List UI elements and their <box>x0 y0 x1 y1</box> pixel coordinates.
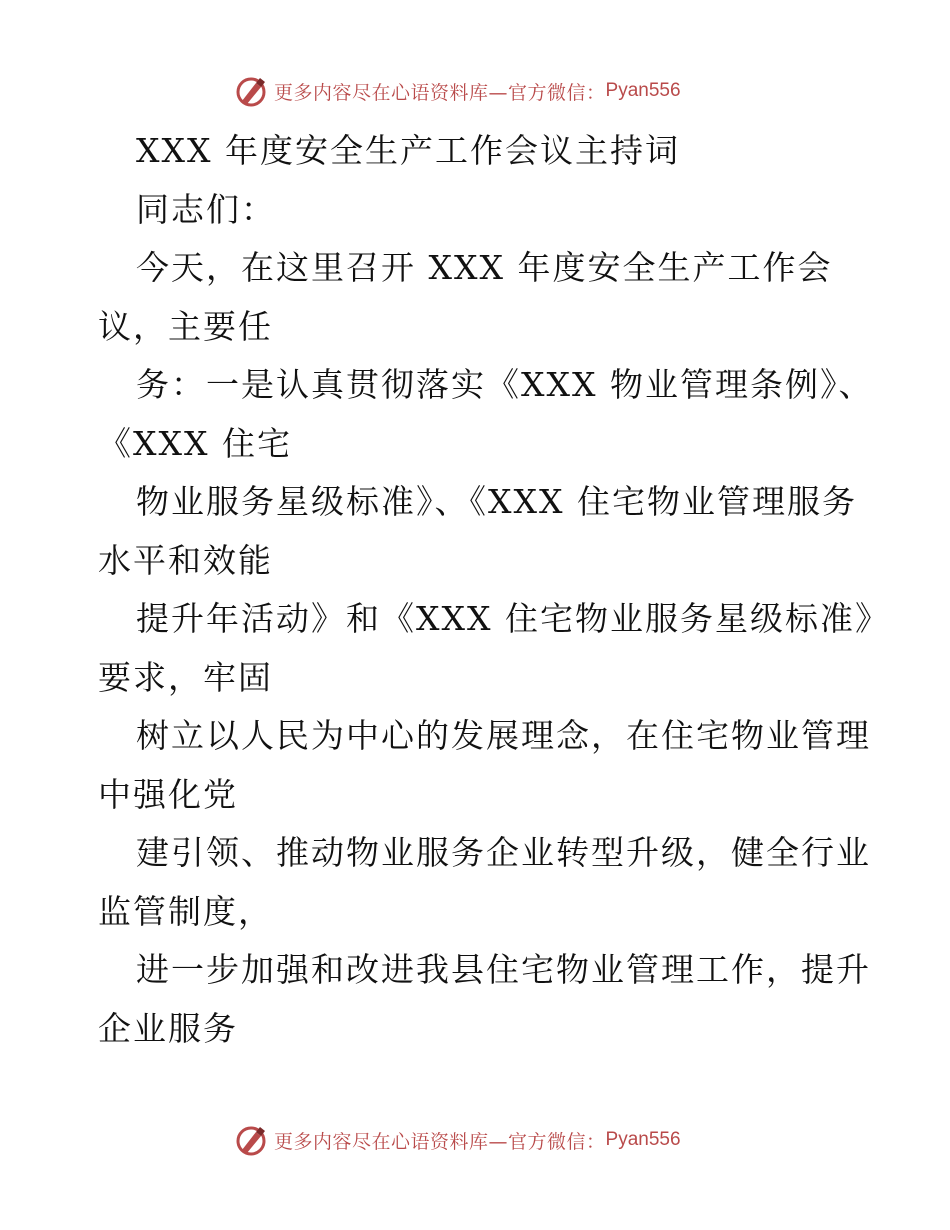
text-line: 提升年活动》和《XXX 住宅物业服务星级标准》 <box>136 599 890 638</box>
watermark-text: 更多内容尽在心语资料库—官方微信： <box>274 1130 606 1153</box>
pen-logo-icon <box>234 1123 268 1157</box>
text-line: 中强化党 <box>98 774 238 814</box>
text-line: 务：一是认真贯彻落实《XXX 物业管理条例》、 <box>136 365 874 404</box>
text-line: 进一步加强和改进我县住宅物业管理工作，提升 <box>136 950 871 989</box>
text-line: 监管制度， <box>98 891 273 931</box>
document-title: XXX 年度安全生产工作会议主持词 <box>136 131 680 170</box>
document-body <box>98 122 898 1058</box>
text-line: 建引领、推动物业服务企业转型升级，健全行业 <box>136 833 871 872</box>
text-line: 水平和效能 <box>98 540 273 580</box>
text-line: 物业服务星级标准》、《XXX 住宅物业管理服务 <box>136 482 857 521</box>
watermark-wechat-id: Pyan556 <box>605 80 681 101</box>
salutation: 同志们： <box>136 189 276 229</box>
header-watermark <box>234 71 734 111</box>
footer-watermark <box>234 1120 734 1160</box>
text-line: 今天，在这里召开 XXX 年度安全生产工作会 <box>136 248 833 287</box>
text-line: 要求，牢固 <box>98 657 273 697</box>
text-line: 树立以人民为中心的发展理念，在住宅物业管理 <box>136 716 871 755</box>
text-line: 《XXX 住宅 <box>98 423 292 463</box>
watermark-wechat-id: Pyan556 <box>605 1129 681 1150</box>
pen-logo-icon <box>234 74 268 108</box>
watermark-text: 更多内容尽在心语资料库—官方微信： <box>274 81 606 104</box>
text-line: 议，主要任 <box>98 306 273 346</box>
text-line: 企业服务 <box>98 1008 238 1048</box>
